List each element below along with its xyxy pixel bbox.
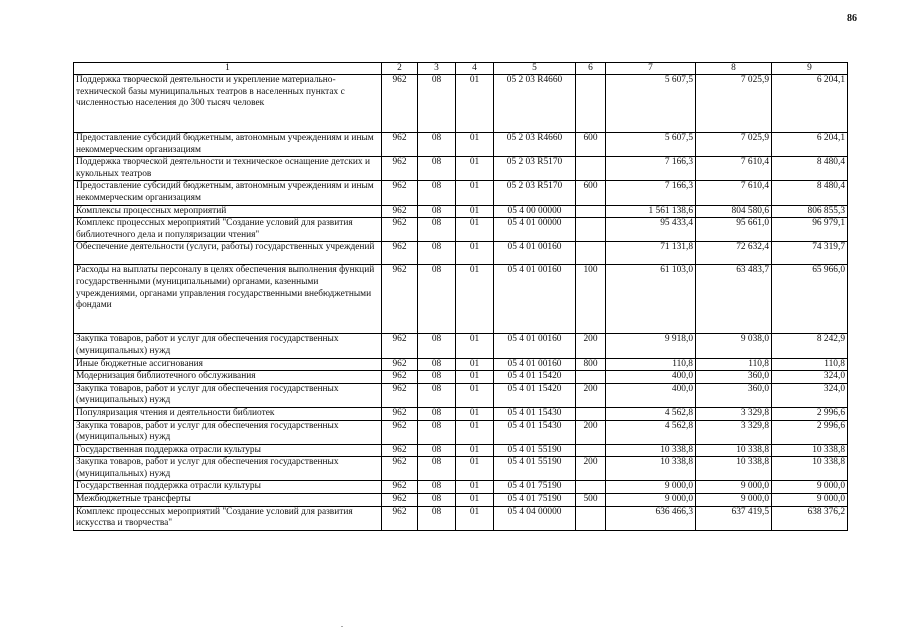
row-value-cell: 01 bbox=[456, 371, 494, 384]
row-value-cell: 05 4 01 00160 bbox=[494, 265, 576, 334]
row-value-cell: 05 4 00 00000 bbox=[494, 205, 576, 218]
row-value-cell: 08 bbox=[418, 242, 456, 265]
row-value-cell: 962 bbox=[382, 506, 418, 530]
row-value-cell: 05 2 03 R4660 bbox=[494, 75, 576, 133]
header-cell: 9 bbox=[772, 63, 848, 75]
table-row bbox=[74, 157, 848, 181]
header-cell: 5 bbox=[494, 63, 576, 75]
row-value-cell: 638 376,2 bbox=[772, 506, 848, 530]
row-value-cell: 08 bbox=[418, 383, 456, 407]
row-value-cell bbox=[576, 157, 606, 181]
row-value-cell: 360,0 bbox=[696, 371, 772, 384]
table-row bbox=[74, 420, 848, 444]
row-value-cell: 01 bbox=[456, 265, 494, 334]
table-row bbox=[74, 506, 848, 530]
row-value-cell: 05 4 01 15420 bbox=[494, 383, 576, 407]
table-row bbox=[74, 265, 848, 334]
row-name-cell: Закупка товаров, работ и услуг для обеспечения государственных (муниципальных) нужд bbox=[74, 383, 382, 407]
row-name-cell: Иные бюджетные ассигнования bbox=[74, 358, 382, 371]
row-value-cell: 5 607,5 bbox=[606, 133, 696, 157]
row-value-cell: 01 bbox=[456, 157, 494, 181]
table-row bbox=[74, 444, 848, 457]
row-value-cell: 600 bbox=[576, 181, 606, 205]
table-row bbox=[74, 358, 848, 371]
row-name-cell: Закупка товаров, работ и услуг для обеспечения государственных (муниципальных) нужд bbox=[74, 334, 382, 358]
row-name-cell: Закупка товаров, работ и услуг для обеспечения государственных (муниципальных) нужд bbox=[74, 420, 382, 444]
row-value-cell: 05 4 01 15430 bbox=[494, 407, 576, 420]
table-row bbox=[74, 242, 848, 265]
row-name-cell: Комплекс процессных мероприятий "Создание условий для развития искусства и творчества" bbox=[74, 506, 382, 530]
row-name-cell: Государственная поддержка отрасли культуры bbox=[74, 444, 382, 457]
row-value-cell: 400,0 bbox=[606, 383, 696, 407]
row-name-cell: Модернизация библиотечного обслуживания bbox=[74, 371, 382, 384]
row-value-cell: 05 2 03 R4660 bbox=[494, 133, 576, 157]
row-value-cell: 61 103,0 bbox=[606, 265, 696, 334]
row-value-cell: 324,0 bbox=[772, 371, 848, 384]
row-value-cell: 08 bbox=[418, 133, 456, 157]
row-value-cell: 4 562,8 bbox=[606, 407, 696, 420]
table-row bbox=[74, 218, 848, 242]
budget-table bbox=[73, 62, 848, 531]
row-value-cell: 08 bbox=[418, 407, 456, 420]
row-value-cell: 400,0 bbox=[606, 371, 696, 384]
table-row bbox=[74, 181, 848, 205]
row-value-cell bbox=[576, 205, 606, 218]
row-value-cell: 200 bbox=[576, 383, 606, 407]
table-row bbox=[74, 75, 848, 133]
row-value-cell: 962 bbox=[382, 371, 418, 384]
row-value-cell: 01 bbox=[456, 506, 494, 530]
table-row bbox=[74, 205, 848, 218]
row-value-cell bbox=[576, 506, 606, 530]
row-value-cell: 5 607,5 bbox=[606, 75, 696, 133]
row-value-cell: 962 bbox=[382, 75, 418, 133]
row-value-cell: 9 000,0 bbox=[696, 494, 772, 507]
row-value-cell: 9 038,0 bbox=[696, 334, 772, 358]
row-value-cell: 01 bbox=[456, 205, 494, 218]
row-value-cell: 08 bbox=[418, 205, 456, 218]
row-value-cell: 05 4 01 00160 bbox=[494, 358, 576, 371]
row-value-cell: 360,0 bbox=[696, 383, 772, 407]
row-value-cell: 08 bbox=[418, 157, 456, 181]
row-value-cell: 962 bbox=[382, 157, 418, 181]
row-value-cell: 01 bbox=[456, 407, 494, 420]
row-value-cell: 100 bbox=[576, 265, 606, 334]
row-name-cell: Предоставление субсидий бюджетным, автономным учреждениям и иным некоммерческим организациям bbox=[74, 181, 382, 205]
row-value-cell: 08 bbox=[418, 358, 456, 371]
row-value-cell: 63 483,7 bbox=[696, 265, 772, 334]
table-header-row bbox=[74, 63, 848, 75]
row-value-cell: 05 4 04 00000 bbox=[494, 506, 576, 530]
row-value-cell: 2 996,6 bbox=[772, 420, 848, 444]
row-value-cell: 01 bbox=[456, 358, 494, 371]
header-cell: 6 bbox=[576, 63, 606, 75]
row-value-cell: 08 bbox=[418, 75, 456, 133]
row-value-cell bbox=[576, 444, 606, 457]
row-value-cell: 962 bbox=[382, 407, 418, 420]
row-value-cell: 962 bbox=[382, 242, 418, 265]
row-value-cell: 962 bbox=[382, 444, 418, 457]
row-value-cell bbox=[576, 407, 606, 420]
row-name-cell: Комплексы процессных мероприятий bbox=[74, 205, 382, 218]
row-name-cell: Закупка товаров, работ и услуг для обеспечения государственных (муниципальных) нужд bbox=[74, 457, 382, 481]
row-value-cell: 962 bbox=[382, 481, 418, 494]
row-value-cell: 962 bbox=[382, 205, 418, 218]
row-value-cell: 10 338,8 bbox=[696, 457, 772, 481]
row-value-cell bbox=[576, 242, 606, 265]
table-row bbox=[74, 494, 848, 507]
row-name-cell: Комплекс процессных мероприятий "Создание условий для развития библиотечного дела и популяризации чтения" bbox=[74, 218, 382, 242]
row-value-cell: 05 4 01 75190 bbox=[494, 494, 576, 507]
row-value-cell: 01 bbox=[456, 75, 494, 133]
row-value-cell: 05 4 01 15420 bbox=[494, 371, 576, 384]
header-cell: 2 bbox=[382, 63, 418, 75]
row-value-cell: 200 bbox=[576, 457, 606, 481]
row-value-cell: 08 bbox=[418, 457, 456, 481]
row-value-cell: 7 166,3 bbox=[606, 181, 696, 205]
row-value-cell: 01 bbox=[456, 218, 494, 242]
table-row bbox=[74, 383, 848, 407]
row-value-cell: 01 bbox=[456, 383, 494, 407]
row-value-cell: 01 bbox=[456, 481, 494, 494]
table-row bbox=[74, 457, 848, 481]
row-value-cell: 7 610,4 bbox=[696, 157, 772, 181]
row-value-cell: 9 000,0 bbox=[696, 481, 772, 494]
row-value-cell: 10 338,8 bbox=[772, 444, 848, 457]
row-value-cell: 05 4 01 55190 bbox=[494, 457, 576, 481]
row-value-cell: 6 204,1 bbox=[772, 133, 848, 157]
table-row bbox=[74, 371, 848, 384]
row-value-cell: 962 bbox=[382, 133, 418, 157]
row-value-cell: 7 610,4 bbox=[696, 181, 772, 205]
row-value-cell: 9 918,0 bbox=[606, 334, 696, 358]
row-value-cell: 05 4 01 15430 bbox=[494, 420, 576, 444]
row-value-cell: 08 bbox=[418, 334, 456, 358]
row-value-cell: 08 bbox=[418, 218, 456, 242]
row-value-cell: 08 bbox=[418, 181, 456, 205]
row-value-cell: 3 329,8 bbox=[696, 407, 772, 420]
row-name-cell: Поддержка творческой деятельности и техническое оснащение детских и кукольных театров bbox=[74, 157, 382, 181]
row-value-cell: 110,8 bbox=[772, 358, 848, 371]
row-value-cell bbox=[576, 371, 606, 384]
row-value-cell: 01 bbox=[456, 181, 494, 205]
page-number: 86 bbox=[847, 13, 857, 24]
row-value-cell: 962 bbox=[382, 218, 418, 242]
row-value-cell: 08 bbox=[418, 506, 456, 530]
table-row bbox=[74, 407, 848, 420]
row-value-cell: 962 bbox=[382, 334, 418, 358]
row-value-cell: 9 000,0 bbox=[772, 494, 848, 507]
row-value-cell: 05 4 01 00000 bbox=[494, 218, 576, 242]
row-value-cell: 962 bbox=[382, 383, 418, 407]
row-value-cell: 500 bbox=[576, 494, 606, 507]
row-value-cell bbox=[576, 481, 606, 494]
row-value-cell: 10 338,8 bbox=[772, 457, 848, 481]
header-cell: 7 bbox=[606, 63, 696, 75]
row-value-cell: 05 4 01 55190 bbox=[494, 444, 576, 457]
row-value-cell: 804 580,6 bbox=[696, 205, 772, 218]
row-value-cell: 05 4 01 75190 bbox=[494, 481, 576, 494]
row-value-cell: 806 855,3 bbox=[772, 205, 848, 218]
row-value-cell: 10 338,8 bbox=[606, 444, 696, 457]
row-value-cell: 08 bbox=[418, 265, 456, 334]
row-value-cell: 10 338,8 bbox=[696, 444, 772, 457]
row-value-cell: 05 2 03 R5170 bbox=[494, 181, 576, 205]
row-value-cell: 05 4 01 00160 bbox=[494, 242, 576, 265]
header-cell: 8 bbox=[696, 63, 772, 75]
row-value-cell: 10 338,8 bbox=[606, 457, 696, 481]
row-value-cell: 600 bbox=[576, 133, 606, 157]
row-value-cell: 95 661,0 bbox=[696, 218, 772, 242]
row-value-cell: 65 966,0 bbox=[772, 265, 848, 334]
row-value-cell: 7 025,9 bbox=[696, 75, 772, 133]
row-name-cell: Расходы на выплаты персоналу в целях обеспечения выполнения функций государственными (муниципальными) органами, казенными учреждениями, органами управления государственными внебюджетными фондами bbox=[74, 265, 382, 334]
row-value-cell: 08 bbox=[418, 371, 456, 384]
row-value-cell: 2 996,6 bbox=[772, 407, 848, 420]
row-value-cell: 962 bbox=[382, 181, 418, 205]
row-value-cell: 4 562,8 bbox=[606, 420, 696, 444]
row-value-cell: 1 561 138,6 bbox=[606, 205, 696, 218]
row-value-cell: 636 466,3 bbox=[606, 506, 696, 530]
row-value-cell: 7 166,3 bbox=[606, 157, 696, 181]
row-value-cell: 9 000,0 bbox=[606, 494, 696, 507]
row-value-cell: 8 480,4 bbox=[772, 181, 848, 205]
row-value-cell: 200 bbox=[576, 334, 606, 358]
row-value-cell: 01 bbox=[456, 444, 494, 457]
row-value-cell: 962 bbox=[382, 265, 418, 334]
row-value-cell: 962 bbox=[382, 358, 418, 371]
row-value-cell: 71 131,8 bbox=[606, 242, 696, 265]
row-value-cell: 962 bbox=[382, 494, 418, 507]
row-value-cell: 01 bbox=[456, 242, 494, 265]
row-value-cell: 3 329,8 bbox=[696, 420, 772, 444]
row-value-cell: 7 025,9 bbox=[696, 133, 772, 157]
row-value-cell: 01 bbox=[456, 457, 494, 481]
row-value-cell: 72 632,4 bbox=[696, 242, 772, 265]
row-value-cell bbox=[576, 75, 606, 133]
row-value-cell: 08 bbox=[418, 444, 456, 457]
row-value-cell: 6 204,1 bbox=[772, 75, 848, 133]
row-value-cell: 962 bbox=[382, 420, 418, 444]
row-value-cell: 110,8 bbox=[696, 358, 772, 371]
row-value-cell: 05 4 01 00160 bbox=[494, 334, 576, 358]
row-name-cell: Государственная поддержка отрасли культуры bbox=[74, 481, 382, 494]
row-value-cell: 324,0 bbox=[772, 383, 848, 407]
row-name-cell: Обеспечение деятельности (услуги, работы) государственных учреждений bbox=[74, 242, 382, 265]
row-value-cell: 08 bbox=[418, 420, 456, 444]
row-value-cell: 95 433,4 bbox=[606, 218, 696, 242]
row-value-cell: 9 000,0 bbox=[606, 481, 696, 494]
row-value-cell: 9 000,0 bbox=[772, 481, 848, 494]
row-name-cell: Межбюджетные трансферты bbox=[74, 494, 382, 507]
row-value-cell: 01 bbox=[456, 133, 494, 157]
table-row bbox=[74, 133, 848, 157]
row-value-cell: 01 bbox=[456, 494, 494, 507]
header-cell: 4 bbox=[456, 63, 494, 75]
row-value-cell: 08 bbox=[418, 494, 456, 507]
row-value-cell bbox=[576, 218, 606, 242]
row-value-cell: 200 bbox=[576, 420, 606, 444]
row-value-cell: 962 bbox=[382, 457, 418, 481]
row-value-cell: 96 979,1 bbox=[772, 218, 848, 242]
row-name-cell: Популяризация чтения и деятельности библиотек bbox=[74, 407, 382, 420]
header-cell: 3 bbox=[418, 63, 456, 75]
row-value-cell: 8 242,9 bbox=[772, 334, 848, 358]
row-value-cell: 800 bbox=[576, 358, 606, 371]
row-value-cell: 8 480,4 bbox=[772, 157, 848, 181]
row-name-cell: Предоставление субсидий бюджетным, автономным учреждениям и иным некоммерческим организациям bbox=[74, 133, 382, 157]
row-value-cell: 01 bbox=[456, 420, 494, 444]
row-value-cell: 637 419,5 bbox=[696, 506, 772, 530]
row-value-cell: 74 319,7 bbox=[772, 242, 848, 265]
row-value-cell: 110,8 bbox=[606, 358, 696, 371]
header-cell: 1 bbox=[74, 63, 382, 75]
table-row bbox=[74, 334, 848, 358]
row-value-cell: 05 2 03 R5170 bbox=[494, 157, 576, 181]
row-value-cell: 01 bbox=[456, 334, 494, 358]
table-row bbox=[74, 481, 848, 494]
row-name-cell: Поддержка творческой деятельности и укрепление материально-технической базы муниципальных театров в населенных пунктах с численностью населения до 300 тысяч человек bbox=[74, 75, 382, 133]
bottom-mark: . bbox=[341, 620, 343, 629]
row-value-cell: 08 bbox=[418, 481, 456, 494]
